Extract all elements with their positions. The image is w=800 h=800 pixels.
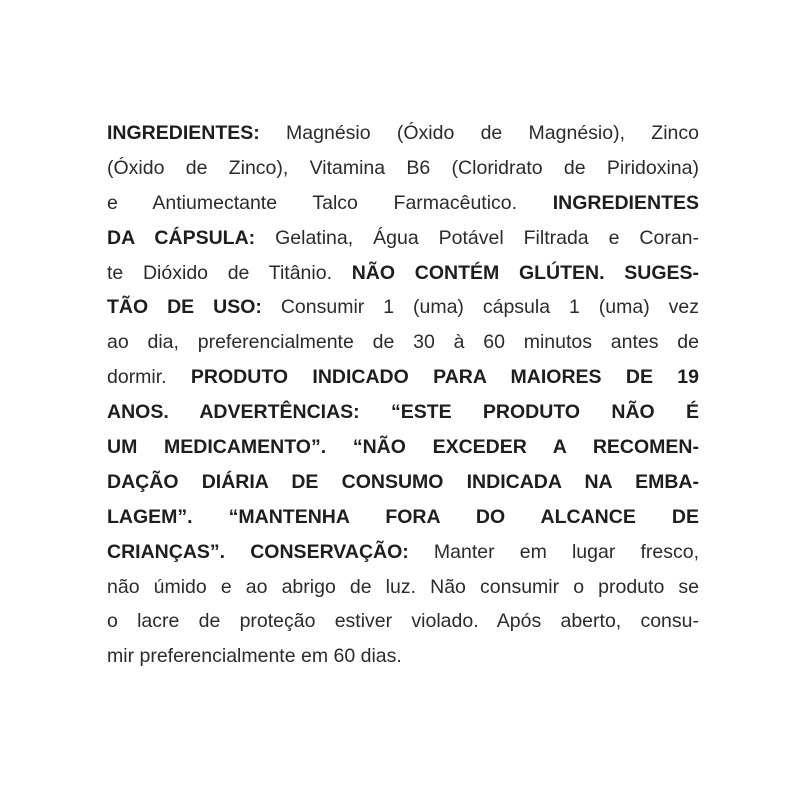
- text-run: e Antiumectante Talco Farmacêutico.: [107, 191, 553, 214]
- text-run: (Óxido de Zinco), Vitamina B6 (Cloridrato de Piridoxina): [107, 156, 699, 179]
- label-line: [107, 360, 699, 395]
- text-run: te Dióxido de Titânio.: [107, 261, 352, 284]
- text-run-bold: CRIANÇAS”. CONSERVAÇÃO:: [107, 540, 409, 563]
- label-line: [107, 570, 699, 605]
- label-line: [107, 290, 699, 325]
- text-run-bold: INGREDIENTES:: [107, 122, 260, 144]
- label-line: [107, 639, 699, 674]
- label-line: [107, 430, 699, 465]
- product-label-text: [107, 116, 699, 674]
- label-line: [107, 256, 699, 291]
- text-run: o lacre de proteção estiver violado. Após aberto, consu-: [107, 610, 699, 633]
- text-run: ao dia, preferencialmente de 30 à 60 minutos antes de: [107, 331, 699, 354]
- text-run-bold: TÃO DE USO:: [107, 296, 262, 319]
- label-line: [107, 465, 699, 500]
- text-run: Magnésio (Óxido de Magnésio), Zinco: [259, 122, 699, 144]
- text-run: dormir.: [107, 366, 191, 389]
- text-run-bold: DAÇÃO DIÁRIA DE CONSUMO INDICADA NA EMBA-: [107, 470, 699, 493]
- text-run-bold: NÃO CONTÉM GLÚTEN. SUGES-: [351, 261, 699, 284]
- text-run-bold: LAGEM”. “MANTENHA FORA DO ALCANCE DE: [107, 505, 699, 528]
- text-run-bold: UM MEDICAMENTO”. “NÃO EXCEDER A RECOMEN-: [107, 436, 699, 459]
- text-run: Manter em lugar fresco,: [408, 540, 699, 563]
- text-run: não úmido e ao abrigo de luz. Não consumir o produto se: [107, 575, 699, 598]
- text-run: Gelatina, Água Potável Filtrada e Coran-: [255, 226, 699, 249]
- label-line: [107, 325, 699, 360]
- label-line: [107, 151, 699, 186]
- label-line: [107, 221, 699, 256]
- label-line: [107, 116, 699, 151]
- text-run-bold: ANOS. ADVERTÊNCIAS: “ESTE PRODUTO NÃO É: [107, 401, 699, 424]
- text-run-bold: PRODUTO INDICADO PARA MAIORES DE 19: [190, 366, 699, 389]
- label-line: [107, 395, 699, 430]
- text-run: Consumir 1 (uma) cápsula 1 (uma) vez: [261, 296, 699, 319]
- label-line: [107, 500, 699, 535]
- text-run: mir preferencialmente em 60 dias.: [107, 645, 402, 668]
- label-line: [107, 535, 699, 570]
- text-run-bold: INGREDIENTES: [552, 191, 699, 214]
- label-line: [107, 186, 699, 221]
- label-line: [107, 604, 699, 639]
- text-run-bold: DA CÁPSULA:: [107, 226, 256, 249]
